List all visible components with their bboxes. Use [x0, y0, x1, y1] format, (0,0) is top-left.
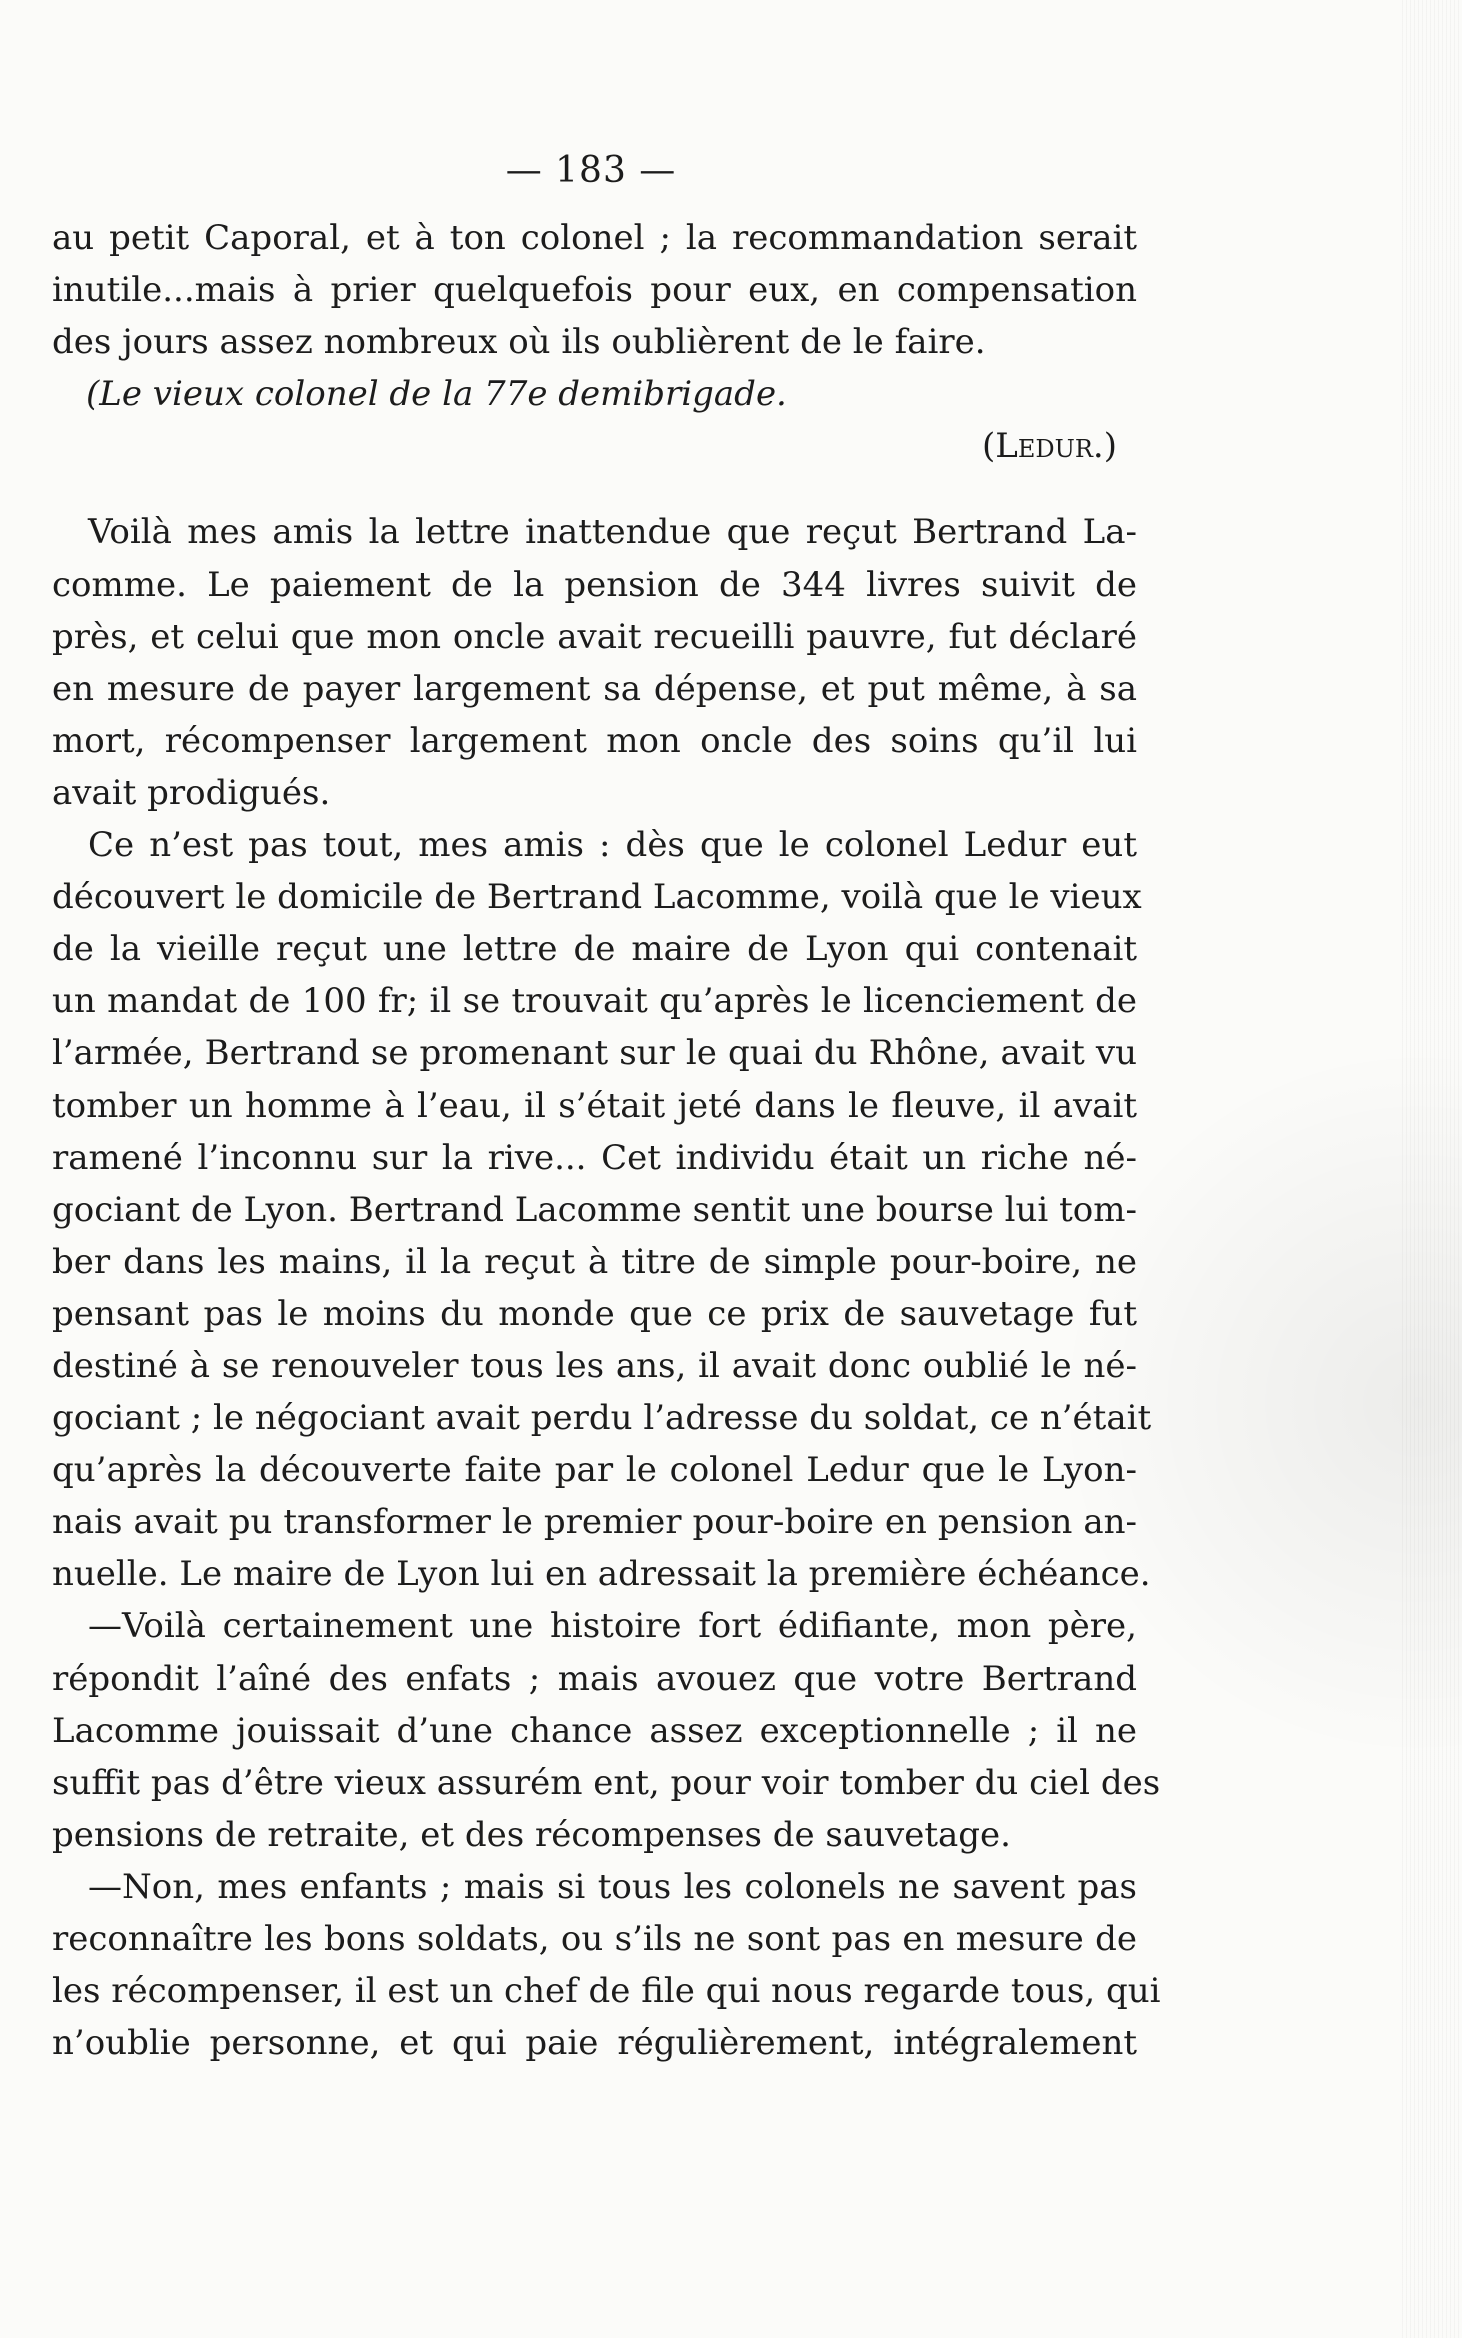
- text-line: un mandat de 100 fr; il se trouvait qu’après le licenciement de: [52, 981, 1137, 1022]
- text-line: comme. Le paiement de la pension de 344 livres suivit de: [52, 564, 1137, 605]
- text-line: des jours assez nombreux où ils oublièrent de le faire.: [52, 322, 986, 363]
- text-line: les récompenser, il est un chef de file qui nous regarde tous, qui: [52, 1971, 1161, 2012]
- page-number: — 183 —: [505, 150, 677, 191]
- text-line: qu’après la découverte faite par le colonel Ledur que le Lyon-: [52, 1450, 1137, 1491]
- text-line: répondit l’aîné des enfats ; mais avouez que votre Bertrand: [52, 1658, 1137, 1699]
- letter-signature-name: (Ledur.): [982, 426, 1117, 467]
- text-line: pensions de retraite, et des récompenses de sauvetage.: [52, 1814, 1011, 1855]
- text-line: en mesure de payer largement sa dépense, et put même, à sa: [52, 668, 1137, 709]
- text-line: au petit Caporal, et à ton colonel ; la recommandation serait: [52, 218, 1137, 258]
- text-line: inutile...mais à prier quelquefois pour eux, en compensation: [52, 270, 1137, 311]
- text-line: gociant ; le négociant avait perdu l’adresse du soldat, ce n’était: [52, 1398, 1152, 1439]
- text-line: gociant de Lyon. Bertrand Lacomme sentit une bourse lui tom-: [52, 1189, 1137, 1230]
- text-line: tomber un homme à l’eau, il s’était jeté dans le fleuve, il avait: [52, 1085, 1137, 1126]
- text-line: nuelle. Le maire de Lyon lui en adressait la première échéance.: [52, 1554, 1151, 1595]
- text-line: de la vieille reçut une lettre de maire de Lyon qui contenait: [52, 929, 1137, 970]
- text-line: découvert le domicile de Bertrand Lacomme, voilà que le vieux: [52, 877, 1142, 918]
- text-line: Voilà mes amis la lettre inattendue que reçut Bertrand La-: [88, 512, 1137, 553]
- letter-signature-title: (Le vieux colonel de la 77e demibrigade.: [86, 374, 787, 415]
- text-line: —Non, mes enfants ; mais si tous les colonels ne savent pas: [88, 1866, 1137, 1907]
- text-line: mort, récompenser largement mon oncle des soins qu’il lui: [52, 720, 1137, 761]
- text-line: Ce n’est pas tout, mes amis : dès que le colonel Ledur eut: [88, 825, 1137, 866]
- text-line: près, et celui que mon oncle avait recueilli pauvre, fut déclaré: [52, 616, 1137, 657]
- text-line: avait prodigués.: [52, 772, 331, 813]
- text-line: Lacomme jouissait d’une chance assez exceptionnelle ; il ne: [52, 1710, 1137, 1751]
- page-edge-shadow: [1402, 0, 1462, 2338]
- paragraph-gap: [52, 472, 1137, 506]
- text-line: n’oublie personne, et qui paie régulièrement, intégralement: [52, 2023, 1137, 2064]
- text-line: nais avait pu transformer le premier pour-boire en pension an-: [52, 1502, 1137, 1543]
- text-line: destiné à se renouveler tous les ans, il avait donc oublié le né-: [52, 1345, 1137, 1386]
- text-line: l’armée, Bertrand se promenant sur le quai du Rhône, avait vu: [52, 1033, 1137, 1074]
- text-line: reconnaître les bons soldats, ou s’ils ne sont pas en mesure de: [52, 1919, 1137, 1959]
- text-line: suffit pas d’être vieux assurém ent, pour voir tomber du ciel des: [52, 1762, 1161, 1803]
- page-body: [52, 212, 1161, 2069]
- text-line: ber dans les mains, il la reçut à titre de simple pour-boire, ne: [52, 1241, 1137, 1282]
- text-line: ramené l’inconnu sur la rive... Cet individu était un riche né-: [52, 1137, 1137, 1178]
- text-line: pensant pas le moins du monde que ce prix de sauvetage fut: [52, 1293, 1137, 1334]
- text-line: —Voilà certainement une histoire fort édifiante, mon père,: [88, 1606, 1137, 1647]
